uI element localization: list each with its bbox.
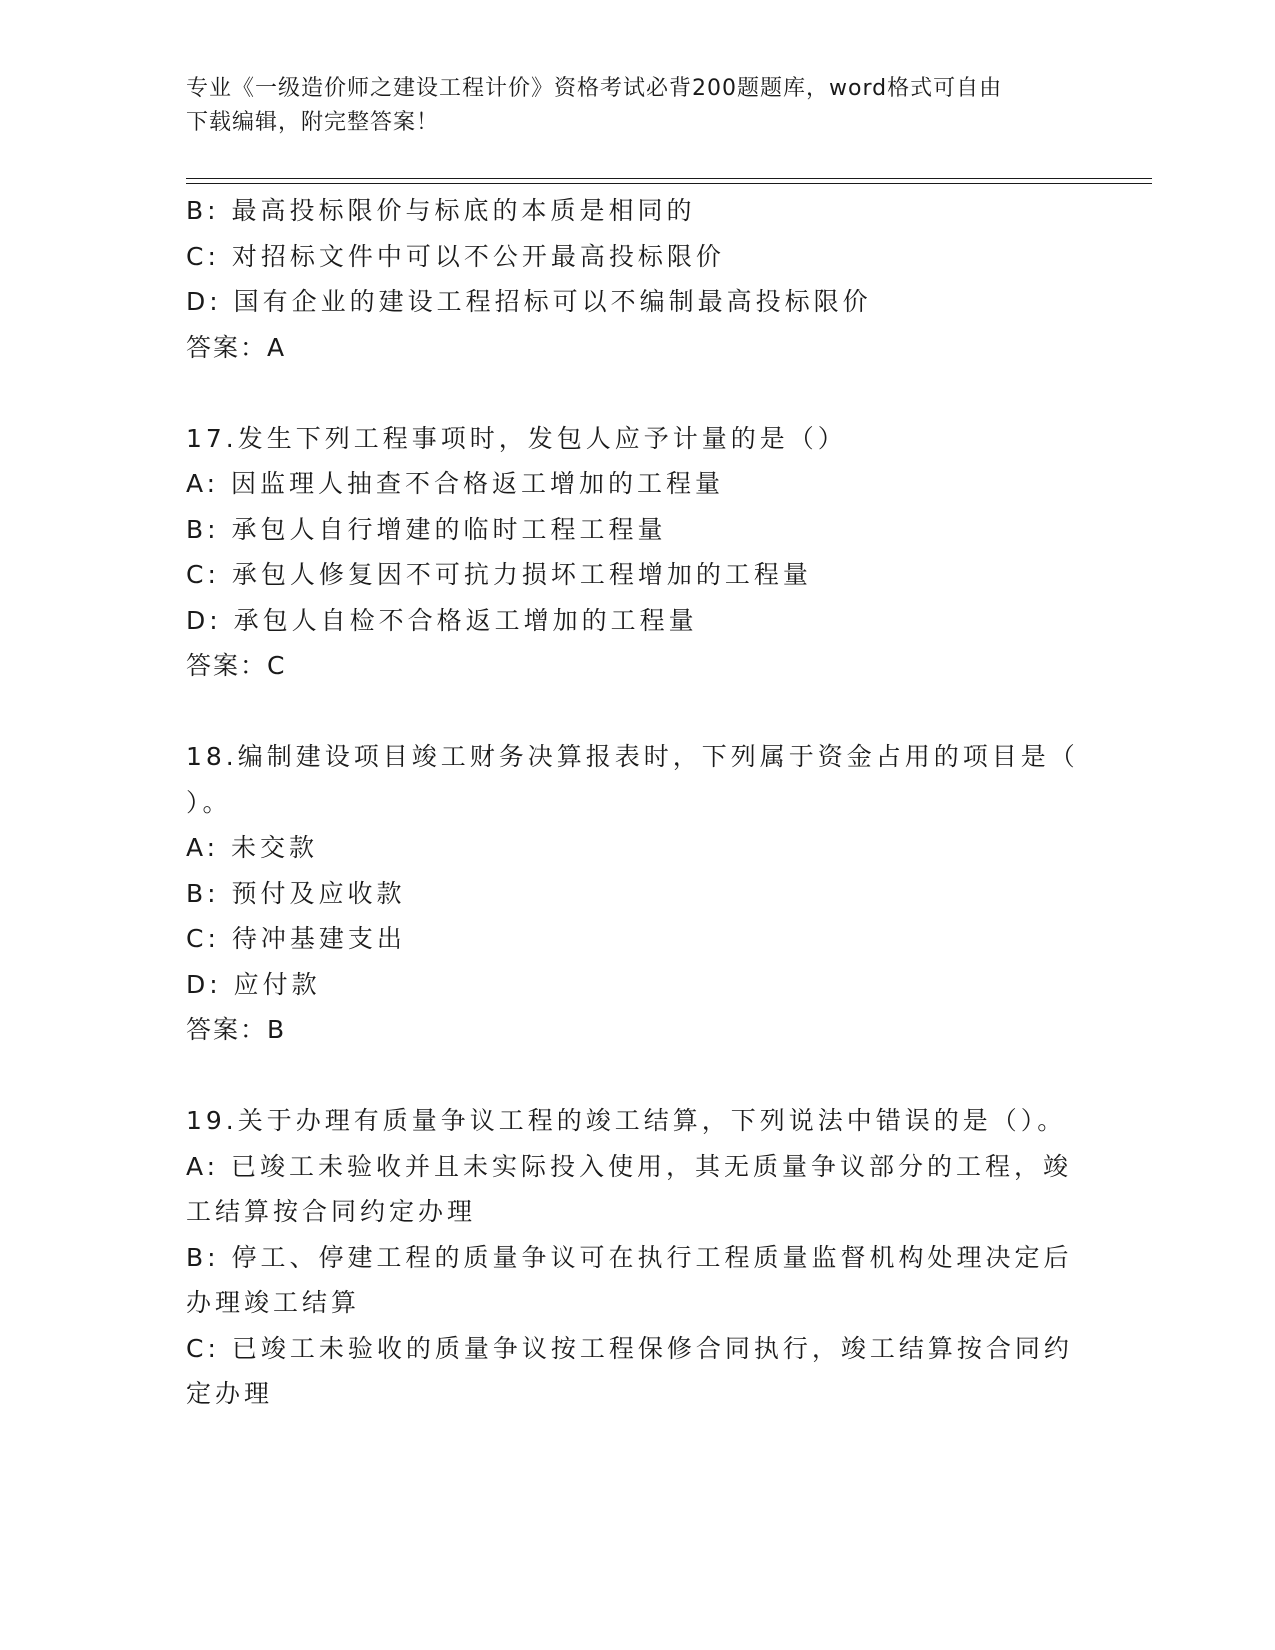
question-16-block	[186, 188, 1086, 370]
q18-option-b: B: 预付及应收款	[186, 878, 406, 908]
spacer	[186, 370, 1086, 416]
q19-option-a-line-2: 工结算按合同约定办理	[186, 1197, 477, 1226]
q16-option-d: D: 国有企业的建设工程招标可以不编制最高投标限价	[186, 287, 872, 316]
spacer	[186, 689, 1086, 735]
q16-option-c: C: 对招标文件中可以不公开最高投标限价	[186, 241, 725, 271]
q18-option-a: A: 未交款	[186, 833, 319, 862]
page-header	[186, 72, 1076, 140]
q19-question: 19.关于办理有质量争议工程的竣工结算，下列说法中错误的是（）。	[186, 1106, 1067, 1135]
q19-option-b-line-1: B: 停工、停建工程的质量争议可在执行工程质量监督机构处理决定后	[186, 1242, 1073, 1272]
question-list	[186, 188, 1086, 1417]
header-line-2: 下载编辑，附完整答案！	[186, 110, 440, 135]
header-line-1: 专业《一级造价师之建设工程计价》资格考试必背200题题库，word格式可自由	[186, 76, 1003, 101]
q17-question: 17.发生下列工程事项时，发包人应予计量的是（）	[186, 423, 847, 453]
q16-option-b: B: 最高投标限价与标底的本质是相同的	[186, 196, 696, 225]
q18-option-c: C: 待冲基建支出	[186, 924, 406, 953]
header-divider	[186, 178, 1152, 184]
q19-option-c-line-2: 定办理	[186, 1379, 274, 1408]
q17-option-a: A: 因监理人抽查不合格返工增加的工程量	[186, 469, 725, 498]
q18-option-d: D: 应付款	[186, 969, 321, 999]
question-17-block	[186, 416, 1086, 689]
spacer	[186, 1053, 1086, 1099]
q19-option-b-line-2: 办理竣工结算	[186, 1288, 361, 1317]
q17-option-c: C: 承包人修复因不可抗力损坏工程增加的工程量	[186, 560, 812, 589]
q19-option-c-line-1: C: 已竣工未验收的质量争议按工程保修合同执行，竣工结算按合同约	[186, 1333, 1073, 1363]
q16-answer: 答案：A	[186, 332, 287, 362]
q18-question-line-1: 18.编制建设项目竣工财务决算报表时，下列属于资金占用的项目是（	[186, 742, 1079, 771]
q17-answer: 答案：C	[186, 651, 287, 680]
q18-answer: 答案：B	[186, 1015, 287, 1044]
question-18-block	[186, 734, 1086, 1053]
question-19-block	[186, 1098, 1086, 1417]
q17-option-b: B: 承包人自行增建的临时工程工程量	[186, 514, 667, 544]
q18-question-line-2: ）。	[186, 787, 232, 817]
q19-option-a-line-1: A: 已竣工未验收并且未实际投入使用，其无质量争议部分的工程，竣	[186, 1151, 1073, 1181]
q17-option-d: D: 承包人自检不合格返工增加的工程量	[186, 605, 698, 635]
